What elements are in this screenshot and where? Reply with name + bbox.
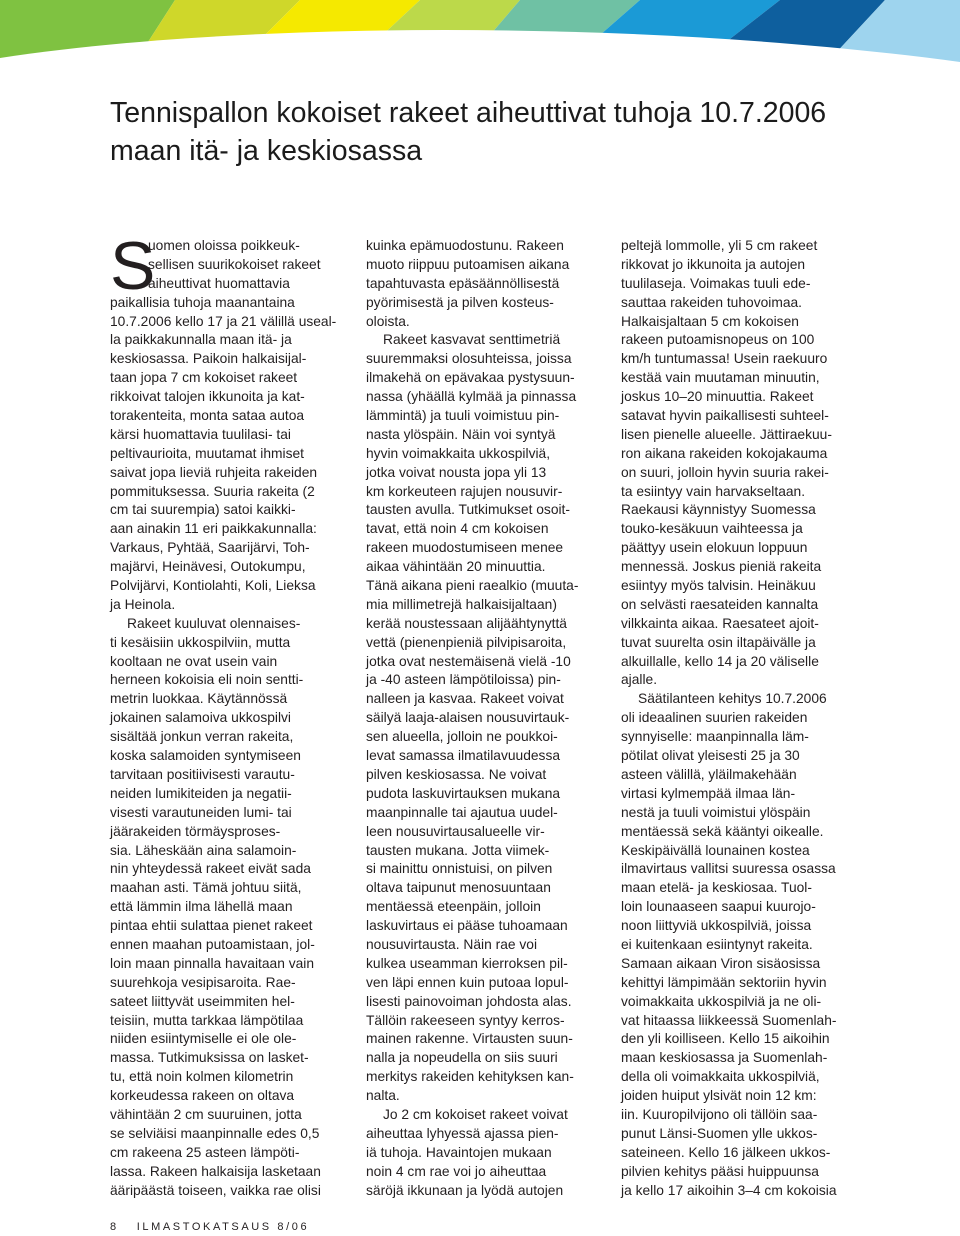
text-line: Tänä aikana pieni raealkio (muuta- (366, 578, 579, 594)
text-line: uomen oloissa poikkeuk- (148, 238, 300, 253)
text-line: oli ideaalinen suurien rakeiden (621, 710, 808, 726)
text-line: massa. Tutkimuksissa on lasket- (110, 1050, 309, 1066)
text-line: maanpinnalle tai ajautua uudel- (366, 804, 558, 820)
text-line: paikallisia tuhoja maanantaina (110, 294, 295, 310)
text-line: sellisen suurikokoiset rakeet (148, 256, 321, 272)
article-title (110, 94, 930, 170)
text-line: päättyy usein elokuun loppuun (621, 540, 808, 556)
text-line: taan jopa 7 cm kokoiset rakeet (110, 370, 298, 386)
text-line: pötilat olivat yleisesti 25 ja 30 (621, 748, 800, 764)
text-line: ei kuitenkaan esiintynyt rakeita. (621, 936, 813, 952)
text-line: tapahtuvasta epäsäännöllisestä (366, 275, 560, 291)
text-line: sauttaa rakeiden tuhovoimaa. (621, 294, 803, 310)
text-line: Rakeet kasvavat senttimetriä (383, 332, 561, 348)
article-title-line: maan itä- ja keskiosassa (110, 135, 423, 167)
text-line: tarvitaan positiivisesti varautu- (110, 766, 295, 782)
text-line: la paikkakunnalla maan itä- ja (110, 332, 292, 348)
text-line: torakenteita, monta sataa autoa (110, 408, 305, 424)
text-line: tausten avulla. Tutkimukset osoit- (366, 502, 570, 518)
text-line: punut Länsi-Suomen ylle ukkos- (621, 1125, 818, 1141)
text-line: että lämmin ilma lähellä maan (110, 899, 293, 915)
text-line: se selviäisi maanpinnalle edes 0,5 (110, 1125, 320, 1141)
text-line: ennen maahan putoamistaan, jol- (110, 936, 315, 952)
text-line: satavat hyvin paikallisesti suhteel- (621, 408, 829, 424)
text-line: vähintään 2 cm suuruinen, jotta (110, 1106, 302, 1122)
drop-cap: S (110, 228, 156, 304)
text-line: den yli koilliseen. Kello 15 aikoihin (621, 1031, 830, 1047)
text-line: joskus 10–20 minuuttia. Rakeet (621, 389, 814, 405)
text-line: teisiin, mutta tarkkaa lämpötilaa (110, 1012, 304, 1028)
text-line: pyörimisestä ja pilven kosteus- (366, 294, 554, 310)
text-line: sisältää jonkun verran rakeita, (110, 729, 294, 745)
text-line: niiden esiintymiselle ei ole ole- (110, 1031, 297, 1047)
text-line: mentäessä sekä kääntyi oikealle. (621, 823, 824, 839)
text-line: leen nousuvirtausalueelle vir- (366, 823, 545, 839)
text-line: ta esiintyy vain harvakseltaan. (621, 483, 806, 499)
text-line: majärvi, Heinävesi, Outokumpu, (110, 559, 306, 575)
text-line: rakeen putoamisnopeus on 100 (621, 332, 815, 348)
page-number: 8 (110, 1221, 119, 1233)
text-line: vettä (pienenpieniä pilvipisaroita, (366, 634, 567, 650)
text-line: nousuvirtausta. Näin rae voi (366, 936, 538, 952)
text-line: metrin luokkaa. Käytännössä (110, 691, 288, 707)
text-line: merkitys rakeiden kehityksen kan- (366, 1069, 574, 1085)
text-line: nalla ja nopeudella on siis suuri (366, 1050, 558, 1066)
text-line: cm tai suurempia) satoi kaikki- (110, 502, 296, 518)
text-line: suuremmaksi olosuhteissa, joissa (366, 351, 572, 367)
text-line: ti kesäisiin ukkospilviin, mutta (110, 634, 291, 650)
text-line: ven läpi ennen kuin putoaa lopul- (366, 974, 569, 990)
text-line: herneen kokoisia eli noin sentti- (110, 672, 304, 688)
text-line: ja -40 asteen lämpötiloissa) pin- (366, 672, 561, 688)
text-line: asteen välillä, yläilmakehään (621, 766, 797, 782)
text-line: Keskipäivällä lounainen kostea (621, 842, 810, 858)
text-line: Raekausi käynnistyy Suomessa (621, 502, 816, 518)
text-line: ron aikana rakeiden kokojakauma (621, 445, 828, 461)
text-line: loin maan pinnalla havaitaan vain (110, 955, 315, 971)
decorative-banner (0, 0, 960, 70)
text-line: iin. Kuuropilvijono oli tällöin saa- (621, 1106, 818, 1122)
text-line: rikkoivat talojen ikkunoita ja kat- (110, 389, 305, 405)
text-line: kuinka epämuodostunu. Rakeen (366, 238, 564, 253)
text-line: touko-kesäkuun vaihteessa ja (621, 521, 803, 537)
banner-graphic (0, 0, 960, 70)
text-line: korkeudessa rakeen on oltava (110, 1088, 295, 1104)
text-line: iä tuhoja. Havaintojen mukaan (366, 1144, 552, 1160)
text-line: lisesti painovoiman johdosta alas. (366, 993, 572, 1009)
text-line: Säätilanteen kehitys 10.7.2006 (638, 691, 827, 707)
page-footer (110, 1221, 309, 1233)
text-line: ja Heinola. (110, 596, 176, 612)
text-line: Tällöin rakeeseen syntyy kerros- (366, 1012, 565, 1028)
text-line: maan etelä- ja keskiosaa. Tuol- (621, 880, 812, 896)
text-line: vat hitaassa liikkeessä Suomenlah- (621, 1012, 837, 1028)
text-line: km/h tuntumassa! Usein raekuuro (621, 351, 828, 367)
text-line: ilmavirtaus vallitsi suuressa osassa (621, 861, 836, 877)
text-line: noin 4 cm rae voi jo aiheuttaa (366, 1163, 547, 1179)
text-line: jokainen salamoiva ukkospilvi (110, 710, 291, 726)
text-line: 10.7.2006 kello 17 ja 21 välillä useal- (110, 313, 337, 329)
text-line: sateineen. Kello 16 jälkeen ukkos- (621, 1144, 831, 1160)
text-column-3 (621, 237, 861, 1200)
text-line: nalta. (366, 1088, 400, 1104)
text-line: suurehkoja vesipisaroita. Rae- (110, 974, 296, 990)
text-line: sen alueella, jolloin ne poukkoi- (366, 729, 558, 745)
text-line: mennessä. Joskus pieniä rakeita (621, 559, 822, 575)
text-line: rakeen muodostumiseen menee (366, 540, 564, 556)
text-line: nasta ylöspäin. Näin voi syntyä (366, 426, 556, 442)
text-line: ääripäästä toiseen, vaikka rae olisi (110, 1182, 321, 1198)
text-line: koska salamoiden syntymiseen (110, 748, 301, 764)
text-line: levat samassa ilmatilavuudessa (366, 748, 561, 764)
text-line: keskiosassa. Paikoin halkaisijal- (110, 351, 307, 367)
text-column-2 (366, 237, 606, 1200)
text-line: peltivaurioita, muutamat ihmiset (110, 445, 305, 461)
text-line: saivat jopa lieviä ruhjeita rakeiden (110, 464, 318, 480)
text-line: nassa (yhäällä kylmää ja pinnassa (366, 389, 577, 405)
text-line: lämmintä) ja tuuli voimistuu pin- (366, 408, 560, 424)
text-line: joiden huiput ylsivät noin 12 km: (621, 1088, 817, 1104)
text-line: voimakkaita ukkospilviä ja ne oli- (621, 993, 822, 1009)
text-line: km korkeuteen rajujen nousuvir- (366, 483, 563, 499)
text-line: pilvien kehitys pääsi huippuunsa (621, 1163, 819, 1179)
text-line: alkuillalle, kello 14 ja 20 väliselle (621, 653, 819, 669)
text-line: vilkkainta aikaa. Raesateet ajoit- (621, 615, 819, 631)
text-line: noon liittyviä ukkospilviä, joissa (621, 918, 812, 934)
text-line: kehittyi lämpimään sektoriin hyvin (621, 974, 827, 990)
text-column-1 (110, 228, 350, 1200)
text-line: pilven keskiosassa. Ne voivat (366, 766, 547, 782)
text-line: nin yhteydessä rakeet eivät sada (110, 861, 311, 877)
text-line: mentäessä eteenpäin, jolloin (366, 899, 541, 915)
text-line: mainen rakenne. Virtausten suun- (366, 1031, 573, 1047)
text-line: hyvin voimakkaita ukkospilviä, (366, 445, 551, 461)
text-line: Jo 2 cm kokoiset rakeet voivat (383, 1106, 568, 1122)
text-line: pintaa ehtii sulattaa pienet rakeet (110, 918, 313, 934)
text-line: Polvijärvi, Kontiolahti, Koli, Lieksa (110, 578, 316, 594)
text-line: pommituksessa. Suuria rakeita (2 (110, 483, 315, 499)
text-line: tuvat suurelta osin iltapäivälle ja (621, 634, 816, 650)
text-line: laskuvirtaus ei pääse tuhoamaan (366, 918, 568, 934)
text-line: säilyä laaja-alaisen nousuvirtauk- (366, 710, 570, 726)
text-line: säröjä ikkunaan ja lyödä autojen (366, 1182, 564, 1198)
publication-name: ILMASTOKATSAUS 8/06 (136, 1221, 310, 1233)
text-line: kestää vain muutaman minuutin, (621, 370, 820, 386)
text-line: Samaan aikaan Viron sisäosissa (621, 955, 821, 971)
text-line: nestä ja tuuli voimistui ylöspäin (621, 804, 811, 820)
text-line: ja kello 17 aikoihin 3–4 cm kokoisia (621, 1182, 837, 1198)
text-line: Varkaus, Pyhtää, Saarijärvi, Toh- (110, 540, 310, 556)
text-line: on suuri, jolloin hyvin suuria rakei- (621, 464, 829, 480)
text-line: loin lounaaseen saapui kuurojo- (621, 899, 816, 915)
text-line: kulkea useamman kierroksen pil- (366, 955, 568, 971)
text-line: tavat, että noin 4 cm kokoisen (366, 521, 549, 537)
text-line: oloista. (366, 313, 410, 329)
text-line: maahan asti. Tämä johtuu siitä, (110, 880, 302, 896)
text-line: kärsi huomattavia tuulilasi- tai (110, 426, 291, 442)
article-title-line: Tennispallon kokoiset rakeet aiheuttivat tuhoja 10.7.2006 (110, 97, 827, 129)
text-line: synnyiselle: maanpinnalla läm- (621, 729, 809, 745)
text-line: nalleen ja kasvaa. Rakeet voivat (366, 691, 564, 707)
text-line: lassa. Rakeen halkaisija lasketaan (110, 1163, 321, 1179)
text-line: maan keskiosassa ja Suomenlah- (621, 1050, 828, 1066)
text-line: visesti varautuneiden lumi- tai (110, 804, 292, 820)
text-line: oltava taipunut menosuuntaan (366, 880, 551, 896)
text-line: Rakeet kuuluvat olennaises- (127, 615, 301, 631)
text-line: aiheuttaa lyhyessä ajassa pien- (366, 1125, 559, 1141)
text-line: lisen pienelle alueelle. Jättiraekuu- (621, 426, 832, 442)
text-line: si mainittu onnistuisi, on pilven (366, 861, 553, 877)
text-line: della oli voimakkaita ukkospilviä, (621, 1069, 820, 1085)
text-line: pudota laskuvirtauksen mukana (366, 785, 561, 801)
text-line: ajalle. (621, 672, 658, 688)
text-line: mia millimetrejä halkaisijaltaan) (366, 596, 557, 612)
text-line: aikaa vähintään 20 minuuttia. (366, 559, 546, 575)
text-line: sateet liittyvät useimmiten hel- (110, 993, 295, 1009)
text-line: jotka voivat nousta jopa yli 13 (366, 464, 547, 480)
text-line: esiintyy myös talvisin. Heinäkuu (621, 578, 816, 594)
text-line: tu, että noin kolmen kilometrin (110, 1069, 294, 1085)
text-line: kerää noustessaan alijäähtynyttä (366, 615, 567, 631)
text-line: aiheuttivat huomattavia (148, 275, 290, 291)
text-line: tuulilaseja. Voimakas tuuli ede- (621, 275, 811, 291)
text-line: ilmakehä on epävakaa pystysuun- (366, 370, 575, 386)
text-line: kooltaan ne ovat usein vain (110, 653, 278, 669)
text-line: sia. Läheskään aina salamoin- (110, 842, 297, 858)
text-line: on selvästi raesateiden kannalta (621, 596, 819, 612)
text-line: peltejä lommolle, yli 5 cm rakeet (621, 238, 818, 253)
text-line: jäärakeiden törmäysproses- (110, 823, 281, 839)
text-line: cm rakeena 25 asteen lämpöti- (110, 1144, 300, 1160)
text-line: virtasi kylmempää ilmaa län- (621, 785, 796, 801)
text-line: muoto riippuu putoamisen aikana (366, 256, 570, 272)
text-line: jotka ovat nestemäisenä vielä -10 (366, 653, 571, 669)
text-line: neiden lumikiteiden ja negatii- (110, 785, 292, 801)
text-line: Halkaisjaltaan 5 cm kokoisen (621, 313, 799, 329)
text-line: tausten mukana. Jotta viimek- (366, 842, 550, 858)
text-line: aan ainakin 11 eri paikkakunnalla: (110, 521, 317, 537)
text-line: rikkovat jo ikkunoita ja autojen (621, 256, 806, 272)
